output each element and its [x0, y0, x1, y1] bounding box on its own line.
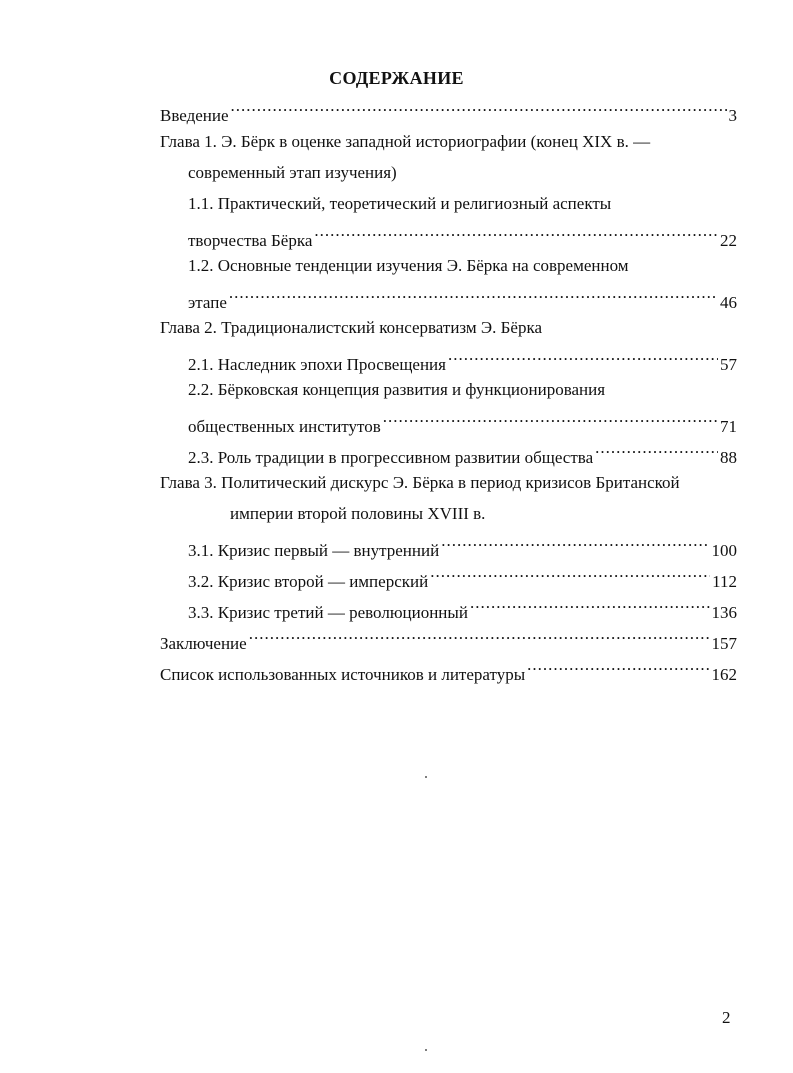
- toc-entry-page: 22: [720, 231, 737, 250]
- scan-speck: [425, 1049, 427, 1051]
- toc-section-1-1-line-1: 1.1. Практический, теоретический и религиозный аспекты: [188, 194, 612, 213]
- toc-section-2-2-line-1: 2.2. Бёрковская концепция развития и функционирования: [188, 380, 606, 399]
- toc-entry-page: 71: [720, 417, 737, 436]
- toc-entry-intro: [160, 99, 737, 127]
- toc-entry-section-1-2: [188, 286, 737, 314]
- toc-entry-label: творчества Бёрка: [188, 231, 313, 250]
- toc-entry-label: 3.1. Кризис первый — внутренний: [188, 541, 440, 560]
- toc-entry-section-1-1: [188, 224, 737, 252]
- toc-entry-section-3-2: [188, 565, 737, 593]
- toc-leader-dots: [314, 224, 718, 246]
- toc-entry-page: 162: [711, 665, 737, 684]
- toc-leader-dots: [441, 534, 709, 556]
- toc-entry-page: 100: [711, 541, 737, 560]
- toc-entry-label: этапе: [188, 293, 227, 312]
- toc-entry-page: 57: [720, 355, 737, 374]
- toc-leader-dots: [249, 627, 710, 649]
- toc-chapter-2-line-1: Глава 2. Традиционалистский консерватизм Э. Бёрка: [160, 318, 542, 337]
- toc-leader-dots: [229, 286, 718, 308]
- toc-chapter-1-line-2: современный этап изучения): [188, 163, 397, 182]
- toc-entry-label: 3.2. Кризис второй — имперский: [188, 572, 429, 591]
- toc-leader-dots: [383, 410, 718, 432]
- toc-entry-label: Список использованных источников и литературы: [160, 665, 526, 684]
- toc-entry-page: 3: [728, 106, 737, 125]
- toc-entry-section-3-1: [188, 534, 737, 562]
- toc-chapter-3-line-1: Глава 3. Политический дискурс Э. Бёрка в период кризисов Британской: [160, 473, 680, 492]
- toc-entry-section-2-1: [188, 348, 737, 376]
- toc-entry-section-2-2: [188, 410, 737, 438]
- toc-entry-label: 2.1. Наследник эпохи Просвещения: [188, 355, 446, 374]
- toc-chapter-3-line-2: империи второй половины XVIII в.: [230, 504, 486, 523]
- toc-entry-page: 46: [720, 293, 737, 312]
- toc-entry-page: 112: [712, 572, 737, 591]
- toc-leader-dots: [231, 99, 727, 121]
- toc-title: СОДЕРЖАНИЕ: [329, 68, 464, 88]
- toc-entry-page: 136: [711, 603, 737, 622]
- toc-entry-section-3-3: [188, 596, 737, 624]
- toc-entry-label: 3.3. Кризис третий — революционный: [188, 603, 468, 622]
- toc-leader-dots: [527, 658, 709, 680]
- toc-entry-sources: [160, 658, 737, 686]
- scan-speck: [425, 776, 427, 778]
- toc-leader-dots: [448, 348, 718, 370]
- toc-entry-label: 2.3. Роль традиции в прогрессивном развитии общества: [188, 448, 594, 467]
- toc-entry-label: Введение: [160, 106, 229, 125]
- toc-leader-dots: [430, 565, 710, 587]
- toc-entry-label: общественных институтов: [188, 417, 381, 436]
- toc-entry-label: Заключение: [160, 634, 247, 653]
- toc-chapter-1-line-1: Глава 1. Э. Бёрк в оценке западной историографии (конец XIX в. —: [160, 132, 651, 151]
- toc-entry-page: 157: [711, 634, 737, 653]
- toc-entry-page: 88: [720, 448, 737, 467]
- toc-entry-conclusion: [160, 627, 737, 655]
- toc-leader-dots: [470, 596, 710, 618]
- toc-entry-section-2-3: [188, 441, 737, 469]
- toc-section-1-2-line-1: 1.2. Основные тенденции изучения Э. Бёрка на современном: [188, 256, 629, 275]
- toc-leader-dots: [595, 441, 718, 463]
- page-number: 2: [722, 1008, 731, 1027]
